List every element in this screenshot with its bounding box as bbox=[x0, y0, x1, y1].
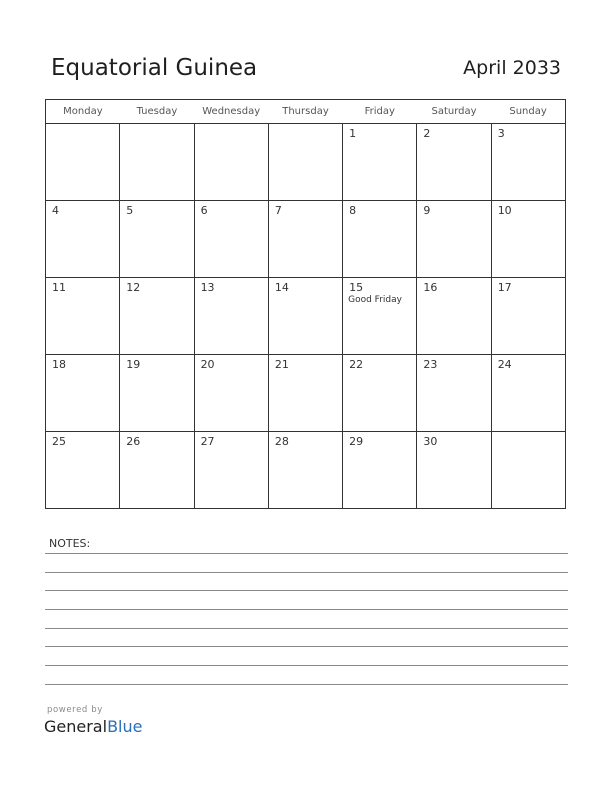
powered-by-text: powered by bbox=[47, 705, 103, 715]
calendar-month-title: April 2033 bbox=[463, 57, 561, 79]
weekday-header: Monday bbox=[46, 100, 120, 124]
note-line bbox=[45, 553, 568, 554]
day-cell bbox=[491, 124, 565, 201]
day-cell bbox=[120, 432, 194, 509]
day-cell bbox=[417, 201, 491, 278]
day-cell bbox=[268, 432, 342, 509]
day-cell bbox=[491, 278, 565, 355]
weekday-header: Wednesday bbox=[194, 100, 268, 124]
holiday-label: Good Friday bbox=[348, 295, 402, 305]
week-row bbox=[46, 124, 566, 201]
day-cell bbox=[268, 355, 342, 432]
day-cell bbox=[46, 278, 120, 355]
day-cell bbox=[46, 432, 120, 509]
day-cell bbox=[343, 355, 417, 432]
day-number: 16 bbox=[423, 281, 438, 294]
day-cell bbox=[120, 355, 194, 432]
weekday-header: Friday bbox=[343, 100, 417, 124]
day-number: 19 bbox=[126, 358, 141, 371]
day-number: 26 bbox=[126, 435, 141, 448]
week-row bbox=[46, 278, 566, 355]
day-number bbox=[46, 124, 119, 127]
day-number: 15 bbox=[349, 281, 364, 294]
note-line bbox=[45, 646, 568, 647]
note-line bbox=[45, 684, 568, 685]
day-cell bbox=[120, 278, 194, 355]
brand-name-general: General bbox=[44, 717, 108, 736]
day-number: 9 bbox=[423, 204, 431, 217]
day-number: 5 bbox=[126, 204, 134, 217]
day-number: 28 bbox=[274, 435, 289, 448]
day-cell bbox=[194, 432, 268, 509]
day-number: 24 bbox=[497, 358, 512, 371]
day-cell bbox=[417, 278, 491, 355]
day-number: 21 bbox=[274, 358, 289, 371]
day-cell bbox=[491, 432, 565, 509]
calendar-country-title: Equatorial Guinea bbox=[51, 55, 258, 81]
note-line bbox=[45, 609, 568, 610]
day-number: 2 bbox=[423, 127, 431, 140]
day-number: 4 bbox=[52, 204, 59, 217]
day-number: 29 bbox=[349, 435, 364, 448]
day-cell bbox=[46, 355, 120, 432]
weekday-header-row bbox=[46, 100, 566, 124]
day-cell bbox=[491, 201, 565, 278]
day-number: 1 bbox=[349, 127, 357, 140]
day-cell bbox=[268, 201, 342, 278]
day-number: 17 bbox=[497, 281, 512, 294]
day-number: 27 bbox=[200, 435, 215, 448]
day-number: 11 bbox=[52, 281, 66, 294]
day-cell bbox=[417, 432, 491, 509]
day-number: 6 bbox=[200, 204, 208, 217]
day-number: 30 bbox=[423, 435, 438, 448]
weekday-header: Thursday bbox=[268, 100, 342, 124]
day-cell bbox=[343, 124, 417, 201]
day-number: 12 bbox=[126, 281, 141, 294]
brand-logo bbox=[44, 717, 142, 736]
brand-name-blue: Blue bbox=[107, 717, 143, 736]
weekday-header: Saturday bbox=[417, 100, 491, 124]
day-number: 18 bbox=[52, 358, 66, 371]
day-cell bbox=[343, 432, 417, 509]
day-cell bbox=[343, 201, 417, 278]
day-number: 22 bbox=[349, 358, 364, 371]
day-cell bbox=[417, 124, 491, 201]
day-number: 7 bbox=[274, 204, 282, 217]
note-line bbox=[45, 665, 568, 666]
weekday-header: Tuesday bbox=[120, 100, 194, 124]
day-number: 23 bbox=[423, 358, 438, 371]
day-cell bbox=[417, 355, 491, 432]
day-cell bbox=[268, 278, 342, 355]
week-row bbox=[46, 432, 566, 509]
day-number: 8 bbox=[349, 204, 357, 217]
day-cell bbox=[46, 201, 120, 278]
day-number bbox=[195, 124, 268, 127]
note-line bbox=[45, 572, 568, 573]
day-cell bbox=[120, 201, 194, 278]
note-line bbox=[45, 628, 568, 629]
day-number: 25 bbox=[52, 435, 66, 448]
day-number bbox=[269, 124, 342, 127]
day-number bbox=[120, 124, 193, 127]
day-cell bbox=[268, 124, 342, 201]
day-cell bbox=[194, 201, 268, 278]
day-cell bbox=[46, 124, 120, 201]
week-row bbox=[46, 355, 566, 432]
week-row bbox=[46, 201, 566, 278]
day-number: 20 bbox=[200, 358, 215, 371]
day-cell bbox=[194, 355, 268, 432]
day-cell bbox=[194, 278, 268, 355]
day-cell bbox=[491, 355, 565, 432]
day-number: 3 bbox=[497, 127, 505, 140]
day-cell bbox=[194, 124, 268, 201]
day-number: 14 bbox=[274, 281, 289, 294]
calendar-grid bbox=[45, 99, 566, 509]
day-cell bbox=[120, 124, 194, 201]
notes-label: NOTES: bbox=[49, 537, 91, 550]
weekday-header: Sunday bbox=[491, 100, 565, 124]
day-number bbox=[492, 432, 565, 435]
day-number: 13 bbox=[200, 281, 215, 294]
note-line bbox=[45, 590, 568, 591]
day-number: 10 bbox=[497, 204, 512, 217]
day-cell bbox=[343, 278, 417, 355]
